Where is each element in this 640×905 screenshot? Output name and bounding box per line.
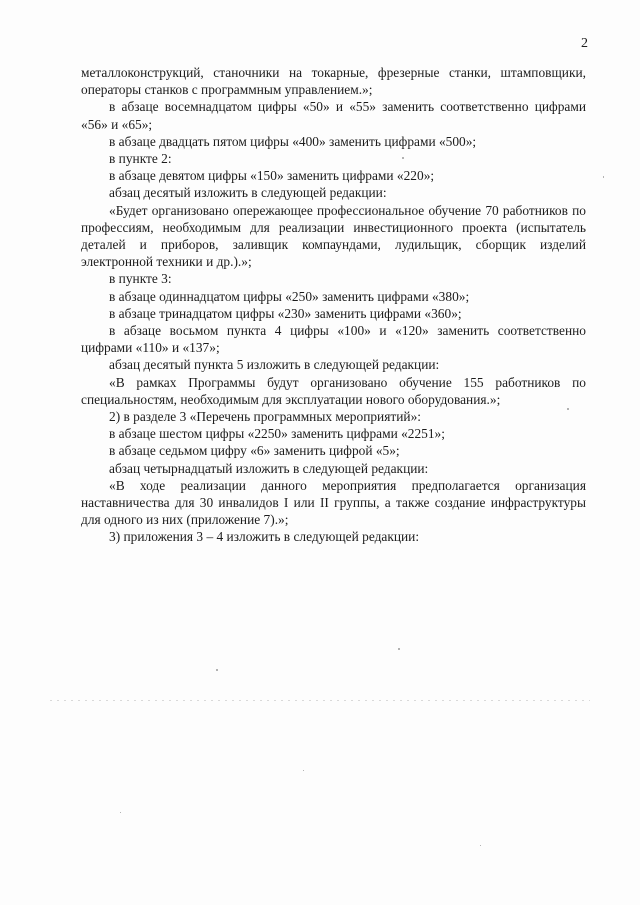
paragraph: «Будет организовано опережающее профессиональное обучение 70 работников по профессиям, необходимым для реализации инвестиционного проекта (испытатель деталей и приборов, заливщик компаундами, лудильщик, сборщик изделий электронной техники и др.).»; [81, 202, 586, 270]
paragraph: «В ходе реализации данного мероприятия предполагается организация наставничества для 30 инвалидов I или II группы, а также создание инфраструктуры для одного из них (приложение 7).»; [81, 477, 586, 528]
page-number: 2 [581, 36, 588, 51]
paragraph: в абзаце девятом цифры «150» заменить цифрами «220»; [109, 168, 435, 184]
paragraph: в абзаце одиннадцатом цифры «250» заменить цифрами «380»; [109, 288, 470, 304]
paragraph: 3) приложения 3 – 4 изложить в следующей редакции: [109, 529, 420, 545]
paragraph: абзац десятый изложить в следующей редакции: [109, 185, 387, 201]
paragraph: в абзаце восемнадцатом цифры «50» и «55» заменить соответственно цифрами «56» и «65»; [81, 99, 586, 132]
scan-speck [402, 157, 404, 159]
paragraph: 2) в разделе 3 «Перечень программных мероприятий»: [109, 409, 421, 425]
paragraph: в пункте 2: [109, 151, 172, 167]
document-body [81, 64, 586, 546]
scan-speck [120, 812, 121, 813]
paragraph: «В рамках Программы будут организовано обучение 155 работников по специальностям, необходимым для эксплуатации нового оборудования.»; [81, 374, 586, 407]
paragraph: в пункте 3: [109, 271, 172, 287]
paragraph: в абзаце шестом цифры «2250» заменить цифрами «2251»; [109, 426, 445, 442]
scan-speck [480, 845, 481, 846]
paragraph: в абзаце седьмом цифру «6» заменить цифрой «5»; [109, 443, 400, 459]
paragraph: в абзаце двадцать пятом цифры «400» заменить цифрами «500»; [109, 133, 477, 149]
scan-artifact-line [50, 700, 590, 701]
paragraph: абзац десятый пункта 5 изложить в следующей редакции: [109, 357, 440, 373]
paragraph: абзац четырнадцатый изложить в следующей редакции: [109, 460, 429, 476]
scan-speck [303, 770, 304, 771]
paragraph: в абзаце восьмом пункта 4 цифры «100» и «120» заменить соответственно цифрами «110» и «137»; [81, 323, 586, 356]
paragraph: металлоконструкций, станочники на токарные, фрезерные станки, штамповщики, операторы станков с программным управлением.»; [81, 65, 586, 98]
scan-speck [603, 176, 604, 178]
scan-speck [567, 408, 569, 410]
paragraph: в абзаце тринадцатом цифры «230» заменить цифрами «360»; [109, 305, 462, 321]
scan-speck [398, 648, 400, 650]
scan-speck [216, 669, 218, 671]
